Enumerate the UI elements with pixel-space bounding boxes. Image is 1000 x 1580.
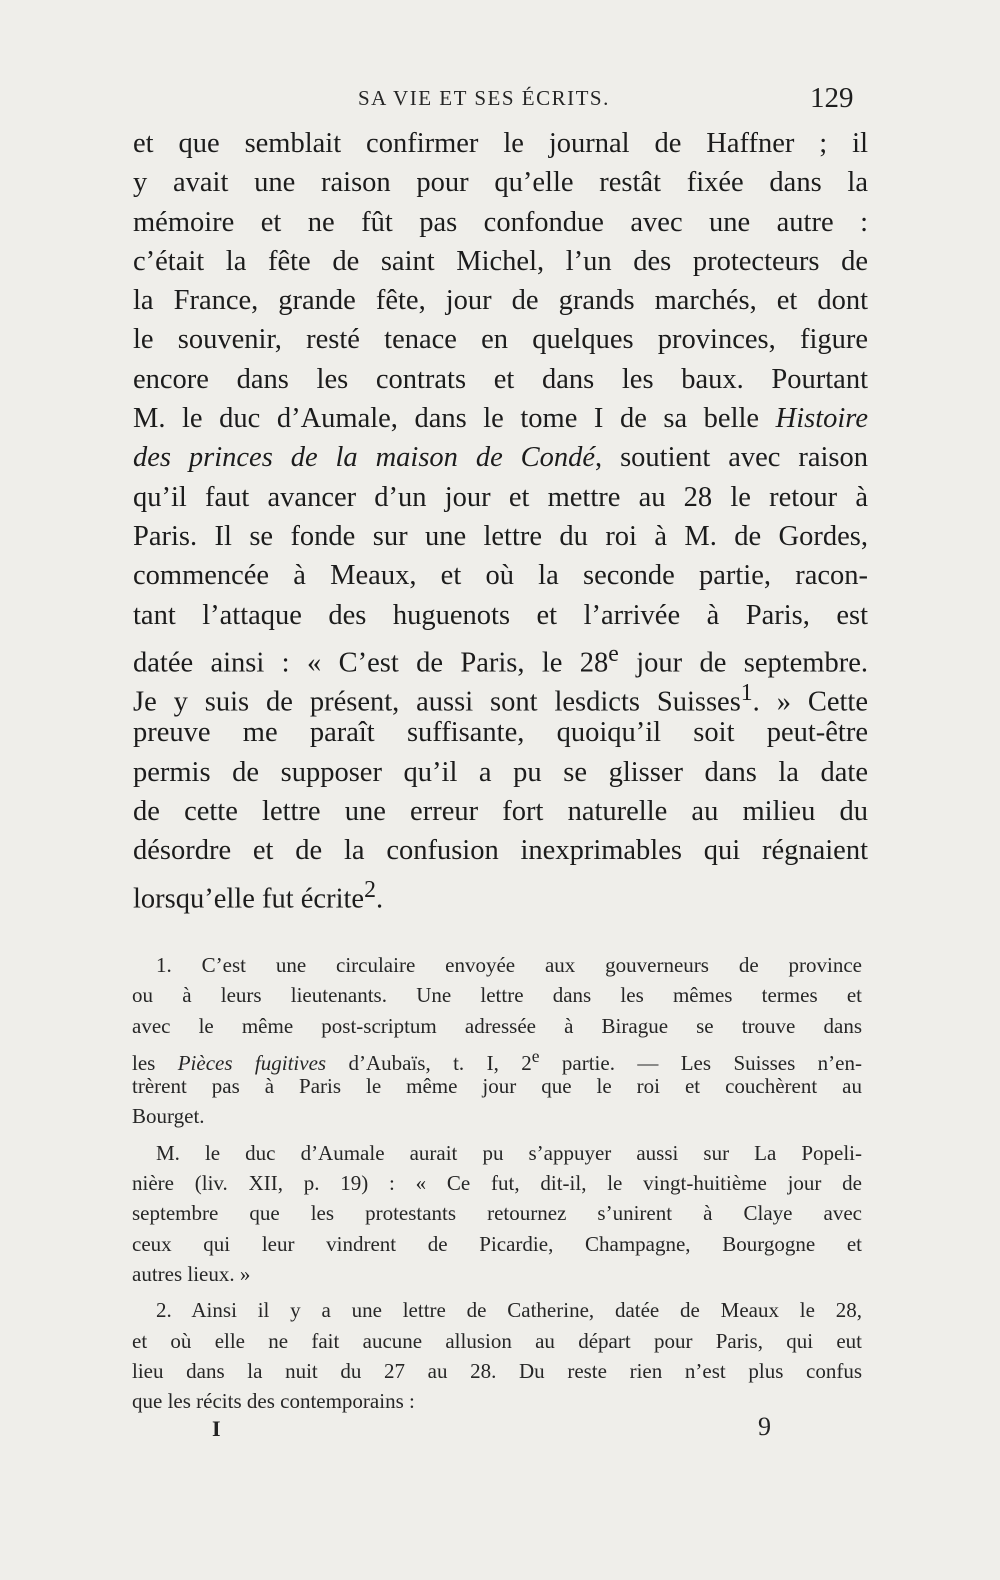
italic-title-histoire: Histoire bbox=[775, 403, 868, 435]
text-line: encore dans les contrats et dans les baux. Pourtant bbox=[133, 363, 868, 395]
page-header bbox=[0, 82, 1000, 118]
text-line: y avait une raison pour qu’elle restât fixée dans la bbox=[133, 167, 868, 199]
footnote-line: et où elle ne fait aucune allusion au départ pour Paris, qui eut bbox=[132, 1328, 862, 1353]
text-line bbox=[133, 871, 868, 915]
text-line: désordre et de la confusion inexprimables qui régnaient bbox=[133, 835, 868, 867]
text-segment: . bbox=[375, 883, 384, 915]
text-segment: les bbox=[132, 1050, 156, 1075]
footnote-line: que les récits des contemporains : bbox=[132, 1389, 415, 1414]
italic-title-princes: des princes de la maison de Condé bbox=[133, 442, 596, 474]
text-line bbox=[133, 635, 868, 679]
signature-sheet: 9 bbox=[758, 1412, 771, 1441]
footnote-line: trèrent pas à Paris le même jour que le roi et couchèrent au bbox=[132, 1074, 862, 1099]
text-segment: datée ainsi : « C’est de Paris, le 28 bbox=[133, 647, 609, 679]
text-line: de cette lettre une erreur fort naturelle au milieu du bbox=[133, 796, 868, 828]
footnote-line: avec le même post-scriptum adressée à Birague se trouve dans bbox=[132, 1013, 862, 1038]
text-segment: . » Cette bbox=[752, 686, 868, 718]
text-segment: M. le duc d’Aumale, dans le tome I de sa belle bbox=[133, 403, 760, 435]
text-segment: partie. — Les Suisses n’en- bbox=[539, 1050, 862, 1075]
footnote-ref-2: 2 bbox=[364, 876, 376, 903]
page-number: 129 bbox=[810, 82, 854, 114]
footnote-line: lieu dans la nuit du 27 au 28. Du reste rien n’est plus confus bbox=[132, 1358, 862, 1383]
text-line bbox=[133, 674, 868, 718]
main-text bbox=[133, 124, 868, 915]
text-segment: Je y suis de présent, aussi sont lesdicts Suisses bbox=[133, 686, 741, 718]
footnote-line: 2. Ainsi il y a une lettre de Catherine, datée de Meaux le 28, bbox=[156, 1298, 862, 1323]
italic-pieces-fugitives: Pièces fugitives bbox=[177, 1050, 327, 1075]
footnote-line: nière (liv. XII, p. 19) : « Ce fut, dit-il, le vingt-huitième jour de bbox=[132, 1171, 862, 1196]
footnote-line: M. le duc d’Aumale aurait pu s’appuyer aussi sur La Popeli- bbox=[156, 1140, 862, 1165]
footnote-line: ceux qui leur vindrent de Picardie, Champagne, Bourgogne et bbox=[132, 1231, 862, 1256]
signature-volume: I bbox=[212, 1416, 221, 1441]
superscript-e: e bbox=[608, 640, 619, 667]
footnote-line: septembre que les protestants retournez s’unirent à Claye avec bbox=[132, 1201, 862, 1226]
text-line: tant l’attaque des huguenots et l’arrivée à Paris, est bbox=[133, 599, 868, 631]
text-line: qu’il faut avancer d’un jour et mettre au 28 le retour à bbox=[133, 481, 868, 513]
text-line: preuve me paraît suffisante, quoiqu’il soit peut-être bbox=[133, 717, 868, 749]
text-segment: lorsqu’elle fut écrite bbox=[133, 883, 365, 915]
superscript-e: e bbox=[531, 1045, 540, 1066]
text-line bbox=[133, 438, 868, 477]
text-line: Paris. Il se fonde sur une lettre du roi à M. de Gordes, bbox=[133, 520, 868, 552]
footnotes bbox=[132, 950, 862, 1416]
text-line: le souvenir, resté tenace en quelques provinces, figure bbox=[133, 324, 868, 356]
text-line: et que semblait confirmer le journal de Haffner ; il bbox=[133, 128, 868, 159]
footnote-line: Bourget. bbox=[132, 1104, 205, 1129]
text-line bbox=[133, 399, 868, 438]
text-line: c’était la fête de saint Michel, l’un des protecteurs de bbox=[133, 245, 868, 277]
running-title: SA VIE ET SES ÉCRITS. bbox=[358, 86, 610, 110]
text-segment: jour de septembre. bbox=[618, 647, 868, 679]
footnote-line: ou à leurs lieutenants. Une lettre dans les mêmes termes et bbox=[132, 983, 862, 1008]
text-segment: , soutient avec raison bbox=[595, 442, 868, 474]
text-line: permis de supposer qu’il a pu se glisser dans la date bbox=[133, 756, 868, 788]
footnote-ref-1: 1 bbox=[740, 680, 753, 707]
text-segment: d’Aubaïs, t. I, 2 bbox=[326, 1050, 532, 1075]
footnote-line: autres lieux. » bbox=[132, 1261, 251, 1286]
footnote-line bbox=[132, 1041, 862, 1075]
text-line: mémoire et ne fût pas confondue avec une autre : bbox=[133, 206, 868, 238]
footnote-line: 1. C’est une circulaire envoyée aux gouverneurs de province bbox=[156, 953, 862, 977]
text-line: commencée à Meaux, et où la seconde partie, racon- bbox=[133, 560, 868, 592]
text-line: la France, grande fête, jour de grands marchés, et dont bbox=[133, 285, 868, 317]
